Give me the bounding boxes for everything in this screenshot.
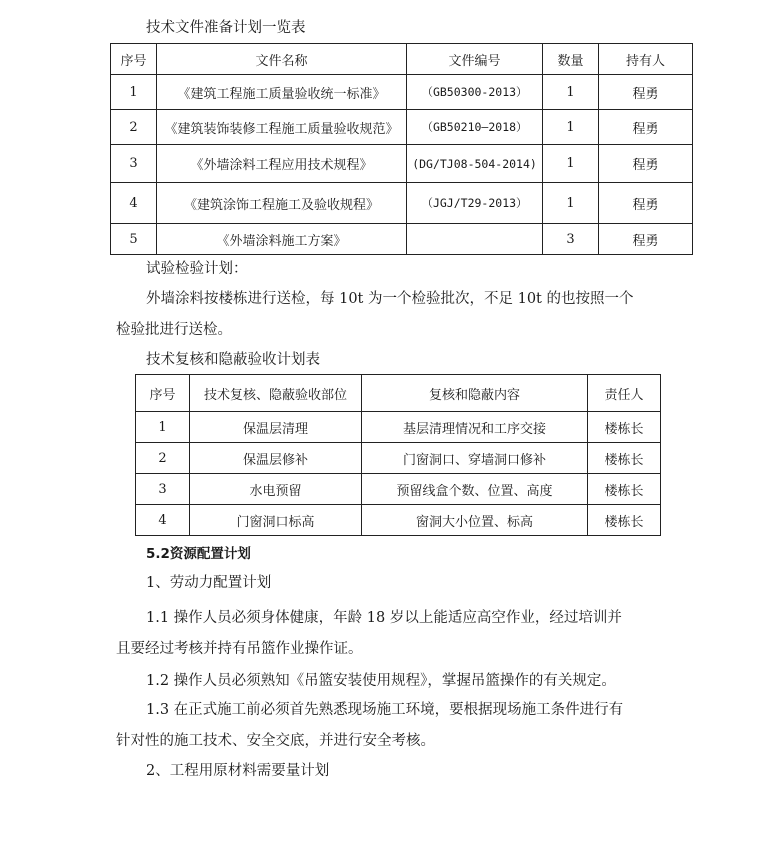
table-cell: 保温层清理 bbox=[190, 412, 362, 443]
table-cell: 1 bbox=[543, 183, 599, 224]
table-cell: 基层清理情况和工序交接 bbox=[362, 412, 588, 443]
item-1-2: 1.2 操作人员必须熟知《吊篮安装使用规程》，掌握吊篮操作的有关规定。 bbox=[146, 673, 616, 689]
table-cell: 楼栋长 bbox=[588, 412, 661, 443]
table-cell: （GB50300-2013） bbox=[407, 75, 543, 110]
review-plan-header-cell: 责任人 bbox=[588, 375, 661, 412]
table-cell bbox=[407, 224, 543, 255]
doc-plan-title: 技术文件准备计划一览表 bbox=[146, 20, 306, 36]
table-cell: 1 bbox=[136, 412, 190, 443]
labor-plan-title: 1、劳动力配置计划 bbox=[146, 575, 272, 591]
test-plan-title: 试验检验计划： bbox=[146, 261, 248, 277]
table-row bbox=[136, 443, 661, 474]
table-row bbox=[136, 474, 661, 505]
table-cell: 程勇 bbox=[599, 75, 693, 110]
table-cell: 1 bbox=[543, 110, 599, 145]
review-plan-title: 技术复核和隐蔽验收计划表 bbox=[146, 352, 320, 368]
table-cell: 《外墙涂料施工方案》 bbox=[157, 224, 407, 255]
table-cell: 程勇 bbox=[599, 110, 693, 145]
table-cell: 窗洞大小位置、标高 bbox=[362, 505, 588, 536]
table-cell: （GB50210—2018） bbox=[407, 110, 543, 145]
table-cell: 门窗洞口、穿墙洞口修补 bbox=[362, 443, 588, 474]
doc-plan-table bbox=[110, 43, 693, 255]
table-row bbox=[136, 505, 661, 536]
table-cell: 预留线盒个数、位置、高度 bbox=[362, 474, 588, 505]
doc-plan-header-cell: 文件编号 bbox=[407, 44, 543, 75]
table-cell: 程勇 bbox=[599, 224, 693, 255]
item-1-1-line-1: 1.1 操作人员必须身体健康，年龄 18 岁以上能适应高空作业，经过培训并 bbox=[146, 610, 622, 626]
table-row bbox=[111, 224, 693, 255]
table-cell: 《建筑装饰装修工程施工质量验收规范》 bbox=[157, 110, 407, 145]
table-cell: 2 bbox=[111, 110, 157, 145]
table-cell: 3 bbox=[111, 145, 157, 183]
review-plan-header-cell: 复核和隐蔽内容 bbox=[362, 375, 588, 412]
table-cell: 楼栋长 bbox=[588, 443, 661, 474]
test-plan-line-2: 检验批进行送检。 bbox=[116, 322, 232, 338]
table-cell: 1 bbox=[111, 75, 157, 110]
review-plan-table bbox=[135, 374, 661, 536]
table-cell: 1 bbox=[543, 145, 599, 183]
table-cell: 水电预留 bbox=[190, 474, 362, 505]
review-plan-header-cell: 技术复核、隐蔽验收部位 bbox=[190, 375, 362, 412]
table-cell: 3 bbox=[136, 474, 190, 505]
table-cell: 《建筑工程施工质量验收统一标准》 bbox=[157, 75, 407, 110]
doc-plan-header-cell: 序号 bbox=[111, 44, 157, 75]
doc-plan-header-cell: 持有人 bbox=[599, 44, 693, 75]
table-cell: (DG/TJ08-504-2014) bbox=[407, 145, 543, 183]
table-row bbox=[111, 183, 693, 224]
table-cell: 门窗洞口标高 bbox=[190, 505, 362, 536]
table-row bbox=[136, 412, 661, 443]
table-cell: 5 bbox=[111, 224, 157, 255]
table-row bbox=[111, 145, 693, 183]
review-plan-header-cell: 序号 bbox=[136, 375, 190, 412]
table-cell: 楼栋长 bbox=[588, 474, 661, 505]
table-row bbox=[111, 110, 693, 145]
doc-plan-header-cell: 数量 bbox=[543, 44, 599, 75]
item-1-3-line-1: 1.3 在正式施工前必须首先熟悉现场施工环境，要根据现场施工条件进行有 bbox=[146, 702, 624, 718]
table-cell: 4 bbox=[111, 183, 157, 224]
materials-plan-title: 2、工程用原材料需要量计划 bbox=[146, 763, 330, 779]
table-cell: 程勇 bbox=[599, 145, 693, 183]
section-heading: 5.2资源配置计划 bbox=[146, 546, 251, 562]
table-cell: 4 bbox=[136, 505, 190, 536]
doc-plan-header-cell: 文件名称 bbox=[157, 44, 407, 75]
table-cell: 楼栋长 bbox=[588, 505, 661, 536]
item-1-3-line-2: 针对性的施工技术、安全交底，并进行安全考核。 bbox=[116, 733, 435, 749]
table-row bbox=[111, 75, 693, 110]
item-1-1-line-2: 且要经过考核并持有吊篮作业操作证。 bbox=[116, 641, 363, 657]
table-cell: 《外墙涂料工程应用技术规程》 bbox=[157, 145, 407, 183]
test-plan-line-1: 外墙涂料按楼栋进行送检，每 10t 为一个检验批次，不足 10t 的也按照一个 bbox=[146, 291, 634, 307]
table-cell: 3 bbox=[543, 224, 599, 255]
doc-plan-header-row bbox=[111, 44, 693, 75]
table-cell: 2 bbox=[136, 443, 190, 474]
table-cell: 1 bbox=[543, 75, 599, 110]
table-cell: 《建筑涂饰工程施工及验收规程》 bbox=[157, 183, 407, 224]
table-cell: 保温层修补 bbox=[190, 443, 362, 474]
table-cell: （JGJ/T29-2013） bbox=[407, 183, 543, 224]
review-plan-header-row bbox=[136, 375, 661, 412]
table-cell: 程勇 bbox=[599, 183, 693, 224]
